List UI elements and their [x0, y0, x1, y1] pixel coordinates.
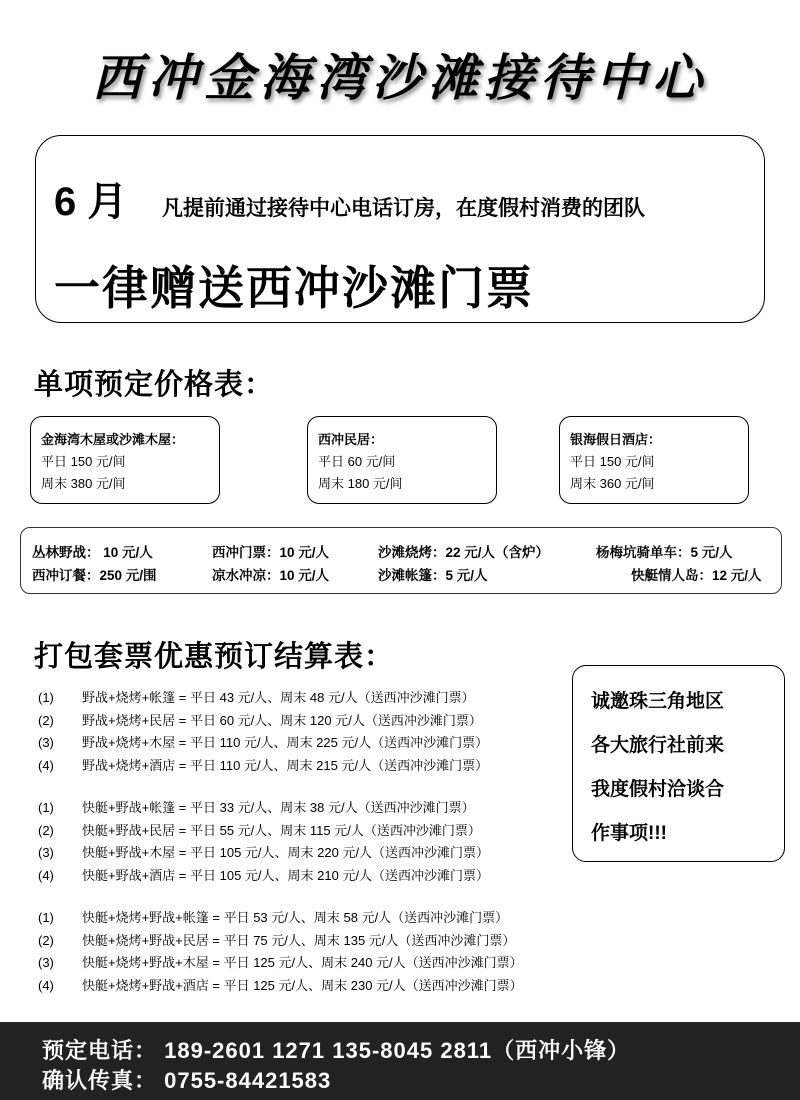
page-title: 西冲金海湾沙滩接待中心 [92, 48, 708, 107]
package-index: (2) [38, 822, 54, 838]
lodging-name: 金海湾木屋或沙滩木屋： [41, 432, 185, 447]
lodging-card [559, 416, 749, 504]
package-detail: 快艇+野战+木屋 = 平日 105 元/人、周末 220 元/人（送西冲沙滩门票） [82, 845, 490, 860]
package-detail: 快艇+烧烤+野战+民居 = 平日 75 元/人、周末 135 元/人（送西冲沙滩门票） [82, 932, 516, 948]
activity-price: 西冲门票：10 元/人 [212, 545, 330, 560]
weekend-price: 周末 380 元/间 [41, 476, 126, 491]
package-detail: 野战+烧烤+酒店 = 平日 110 元/人、周末 215 元/人（送西冲沙滩门票） [82, 757, 489, 773]
booking-phone: 预定电话： 189-2601 1271 135-8045 2811（西冲小锋） [42, 1038, 631, 1063]
package-detail: 野战+烧烤+木屋 = 平日 110 元/人、周末 225 元/人（送西冲沙滩门票） [82, 735, 489, 750]
package-detail: 快艇+野战+民居 = 平日 55 元/人、周末 115 元/人（送西冲沙滩门票） [82, 822, 481, 838]
package-index: (3) [38, 845, 54, 860]
package-index: (4) [38, 867, 54, 883]
package-index: (2) [38, 712, 54, 728]
package-index: (1) [38, 910, 54, 925]
package-index: (1) [38, 800, 54, 815]
invite-line: 我度假村洽谈合 [591, 779, 725, 800]
lodging-card [307, 416, 497, 504]
invite-line: 诚邀珠三角地区 [591, 691, 725, 712]
lodging-card [30, 416, 220, 504]
package-index: (3) [38, 955, 54, 970]
package-index: (3) [38, 735, 54, 750]
weekday-price: 平日 150 元/间 [41, 454, 126, 469]
single-price-heading: 单项预定价格表： [34, 369, 275, 401]
package-detail: 快艇+野战+帐篷 = 平日 33 元/人、周末 38 元/人（送西冲沙滩门票） [82, 800, 475, 815]
promo-main: 一律赠送西冲沙滩门票 [54, 262, 534, 314]
invite-line: 作事项!!! [591, 823, 667, 844]
promo-month: 6 月 [54, 180, 128, 224]
package-detail: 快艇+烧烤+野战+木屋 = 平日 125 元/人、周末 240 元/人（送西冲沙滩门票） [82, 955, 523, 970]
package-row [38, 907, 508, 926]
package-heading: 打包套票优惠预订结算表： [34, 641, 395, 673]
package-index: (4) [38, 977, 54, 993]
confirm-fax: 确认传真： 0755-84421583 [42, 1068, 332, 1093]
contact-footer [0, 1022, 800, 1100]
package-detail: 快艇+烧烤+野战+酒店 = 平日 125 元/人、周末 230 元/人（送西冲沙滩门票） [82, 977, 523, 993]
lodging-name: 西冲民居： [318, 432, 384, 447]
weekend-price: 周末 360 元/间 [570, 476, 655, 491]
lodging-name: 银海假日酒店： [570, 432, 662, 447]
package-row [38, 975, 523, 994]
activity-price: 西冲订餐：250 元/围 [32, 568, 157, 583]
weekend-price: 周末 180 元/间 [318, 476, 403, 491]
weekday-price: 平日 150 元/间 [570, 454, 655, 469]
activity-price: 快艇情人岛：12 元/人 [631, 568, 762, 583]
package-row [38, 820, 481, 839]
promo-subtitle: 凡提前通过接待中心电话订房，在度假村消费的团队 [162, 197, 645, 220]
activity-price: 丛林野战： 10 元/人 [32, 545, 153, 560]
package-row [38, 865, 489, 884]
package-index: (2) [38, 932, 54, 948]
package-row [38, 732, 488, 751]
invitation-box [572, 665, 785, 862]
package-row [38, 687, 475, 706]
package-detail: 野战+烧烤+帐篷 = 平日 43 元/人、周末 48 元/人（送西冲沙滩门票） [82, 690, 475, 705]
package-index: (1) [38, 690, 54, 705]
package-detail: 快艇+野战+酒店 = 平日 105 元/人、周末 210 元/人（送西冲沙滩门票） [82, 867, 490, 883]
package-detail: 快艇+烧烤+野战+帐篷 = 平日 53 元/人、周末 58 元/人（送西冲沙滩门票） [82, 910, 509, 925]
invite-line: 各大旅行社前来 [591, 735, 725, 756]
activity-price: 杨梅坑骑单车：5 元/人 [596, 545, 733, 560]
package-row [38, 755, 488, 774]
package-row [38, 842, 489, 861]
package-row [38, 797, 475, 816]
package-row [38, 710, 482, 729]
activity-price: 凉水冲凉：10 元/人 [212, 568, 330, 583]
weekday-price: 平日 60 元/间 [318, 454, 396, 469]
package-row [38, 952, 523, 971]
package-row [38, 930, 515, 949]
package-index: (4) [38, 757, 54, 773]
package-detail: 野战+烧烤+民居 = 平日 60 元/人、周末 120 元/人（送西冲沙滩门票） [82, 712, 482, 728]
activity-price: 沙滩帐篷：5 元/人 [378, 568, 488, 583]
activity-price: 沙滩烧烤：22 元/人（含炉） [378, 545, 550, 560]
